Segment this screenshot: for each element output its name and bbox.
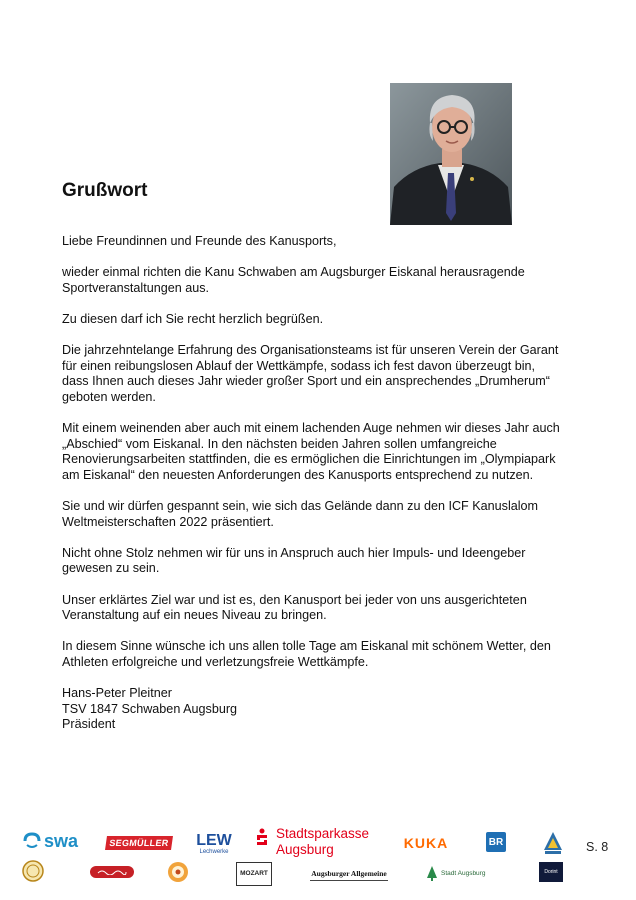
swa-logo — [22, 828, 88, 854]
paragraph: Die jahrzehntelange Erfahrung des Organisationsteams ist für unseren Verein der Garant für einen reibungslosen Ablauf der Wettkämpfe, sodass ich fest davon überzeugt bin, dass Ihnen auch dieses Jahr wieder großer Sport und ein ansprechendes „Drumherum“ geboten werden. — [62, 343, 559, 404]
swa-logo-text: swa — [44, 830, 79, 851]
red-badge-logo — [90, 866, 134, 878]
augsburger-allgemeine-logo-text: Augsburger Allgemeine — [311, 868, 387, 878]
lew-logo-text: LEW — [196, 832, 232, 849]
mozart-logo-text: MOZART — [240, 870, 268, 877]
br-logo — [486, 832, 506, 852]
lew-logo — [194, 828, 234, 860]
round-emblem-icon — [166, 860, 190, 884]
paragraph-salutation: Liebe Freundinnen und Freunde des Kanusports, — [62, 234, 337, 248]
paragraph: Mit einem weinenden aber auch mit einem lachenden Auge nehmen wir dieses Jahr auch „Abschied“ vom Eiskanal. In den nächsten beiden Jahren sollen umfangreiche Renovierungsarbeiten stattfinden, die es ermöglichen die Einrichtungen im „Olympiapark am Eiskanal“ den neuesten Anforderungen des Kanusports entsprechend zu nutzen. — [62, 421, 560, 482]
kuka-logo-text: KUKA — [403, 835, 449, 851]
signature-block: Hans-Peter Pleitner TSV 1847 Schwaben Augsburg Präsident — [62, 686, 238, 732]
dorint-logo-text: Dorint — [544, 869, 558, 875]
dorint-logo — [539, 862, 563, 882]
augsburger-allgemeine-logo — [310, 866, 388, 881]
swa-swirl-icon — [22, 831, 42, 851]
sparkasse-logo — [254, 826, 399, 864]
lew-logo-subtext: Lechwerke — [199, 849, 229, 855]
portrait-illustration — [390, 83, 512, 225]
sparkasse-logo-text-1: Stadtsparkasse — [276, 826, 370, 841]
paragraph: Sie und wir dürfen gespannt sein, wie sich das Gelände dann zu den ICF Kanuslalom Weltmeisterschaften 2022 präsentiert. — [62, 499, 539, 529]
mozart-logo — [236, 862, 272, 886]
paragraph: Unser erklärtes Ziel war und ist es, den Kanusport bei jeder von uns ausgerichteten Veranstaltung auf ein neues Niveau zu bringen. — [62, 592, 527, 623]
sparkasse-s-icon — [254, 828, 270, 846]
stadt-augsburg-logo-text: Stadt Augsburg — [441, 869, 486, 877]
paragraph: wieder einmal richten die Kanu Schwaben am Augsburger Eiskanal herausragende Sportveranstaltungen aus. — [62, 265, 525, 295]
letter-body — [62, 234, 572, 733]
segmuller-logo-text: SEGMÜLLER — [108, 838, 170, 848]
page-number: S. 8 — [586, 840, 609, 854]
sponsor-footer — [14, 822, 589, 892]
stadt-augsburg-pine-icon — [426, 865, 438, 881]
script-mark-icon — [97, 869, 127, 875]
segmuller-logo — [105, 836, 173, 850]
sparkasse-logo-text-2: Augsburg — [276, 842, 334, 857]
stadt-augsburg-logo — [426, 864, 500, 882]
portrait-photo — [390, 83, 512, 225]
brewery-badge-icon — [22, 860, 44, 882]
br-logo-text: BR — [488, 836, 504, 848]
paragraph: Zu diesen darf ich Sie recht herzlich begrüßen. — [62, 311, 324, 326]
paragraph: In diesem Sinne wünsche ich uns allen tolle Tage am Eiskanal mit schönem Wetter, den Athleten erfolgreiche und verletzungsfreie Wettkämpfe. — [62, 639, 551, 670]
page-heading: Grußwort — [62, 180, 148, 201]
hotel-emblem-icon — [542, 830, 564, 856]
paragraph: Nicht ohne Stolz nehmen wir für uns in Anspruch auch hier Impuls- und Ideengeber gewesen zu sein. — [62, 545, 526, 576]
kuka-logo — [399, 834, 453, 852]
